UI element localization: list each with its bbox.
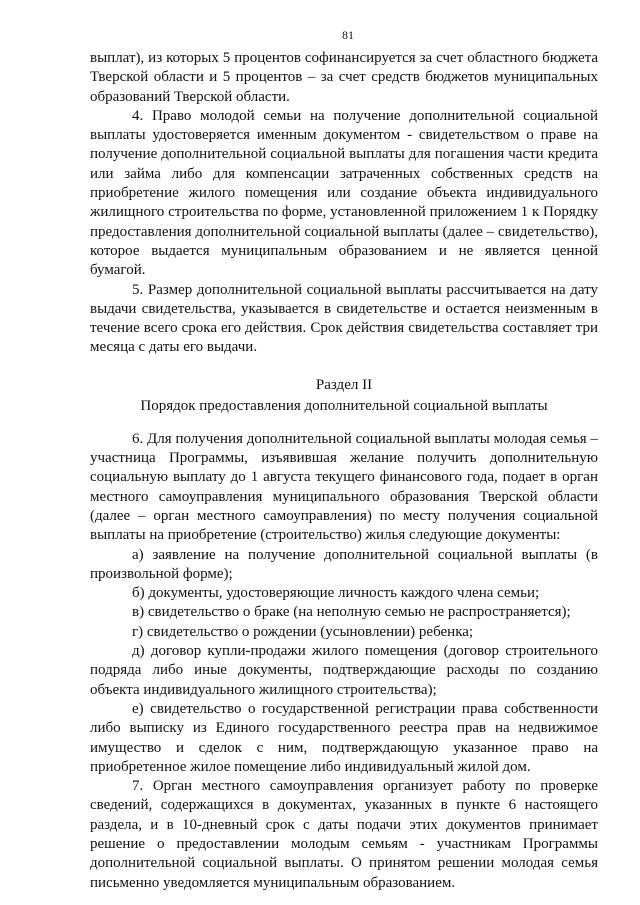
list-item-e: е) свидетельство о государственной регистрации права собственности либо выписку из Единого государственного реестра прав на недвижимое имущество и сделок с ним, подтверждающую указанное право на приобретенное жилое помещение либо индивидуальный жилой дом. <box>90 700 598 775</box>
list-item-a: а) заявление на получение дополнительной социальной выплаты (в произвольной форме); <box>90 546 598 582</box>
list-item-v: в) свидетельство о браке (на неполную семью не распространяется); <box>132 604 571 621</box>
paragraph-5: 5. Размер дополнительной социальной выплаты рассчитывается на дату выдачи свидетельства, указывается в свидетельстве и остается неизменным в течение всего срока его действия. Срок действия свидетельства составляет три месяца с даты его выдачи. <box>90 281 598 356</box>
paragraph-continuation: выплат), из которых 5 процентов софинансируется за счет областного бюджета Тверской области и 5 процентов – за счет средств бюджетов муниципальных образований Тверской области. <box>90 50 598 105</box>
document-page <box>90 28 598 893</box>
list-item-g: г) свидетельство о рождении (усыновлении) ребенка; <box>132 623 474 640</box>
section-number: Раздел II <box>315 376 373 393</box>
section-title: Порядок предоставления дополнительной социальной выплаты <box>140 397 548 414</box>
paragraph-6: 6. Для получения дополнительной социальной выплаты молодая семья – участница Программы, изъявившая желание получить дополнительную социальную выплату до 1 августа текущего финансового года, подает в орган местного самоуправления муниципального образования Тверской области (далее – орган местного самоуправления) по месту получения социальной выплаты на приобретение (строительство) жилья следующие документы: <box>90 430 598 544</box>
page-number: 81 <box>342 28 354 42</box>
paragraph-4: 4. Право молодой семьи на получение дополнительной социальной выплаты удостоверяется именным документом - свидетельством о праве на получение дополнительной социальной выплаты для погашения части кредита или займа либо для компенсации затраченных собственных средств на приобретение жилого помещения или создание объекта индивидуального жилищного строительства по форме, установленной приложением 1 к Порядку предоставления дополнительной социальной выплаты (далее – свидетельство), которое выдается муниципальным образованием и не является ценной бумагой. <box>90 107 598 279</box>
list-item-d: д) договор купли-продажи жилого помещения (договор строительного подряда либо иные документы, подтверждающие расходы по созданию объекта индивидуального жилищного строительства); <box>90 643 598 698</box>
paragraph-7: 7. Орган местного самоуправления организует работу по проверке сведений, содержащихся в документах, указанных в пункте 6 настоящего раздела, и в 10-дневный срок с даты подачи этих документов принимает решение о предоставлении молодым семьям - участникам Программы дополнительной социальной выплаты. О принятом решении молодая семья письменно уведомляется муниципальным образованием. <box>90 778 598 891</box>
list-item-b: б) документы, удостоверяющие личность каждого члена семьи; <box>132 585 540 602</box>
